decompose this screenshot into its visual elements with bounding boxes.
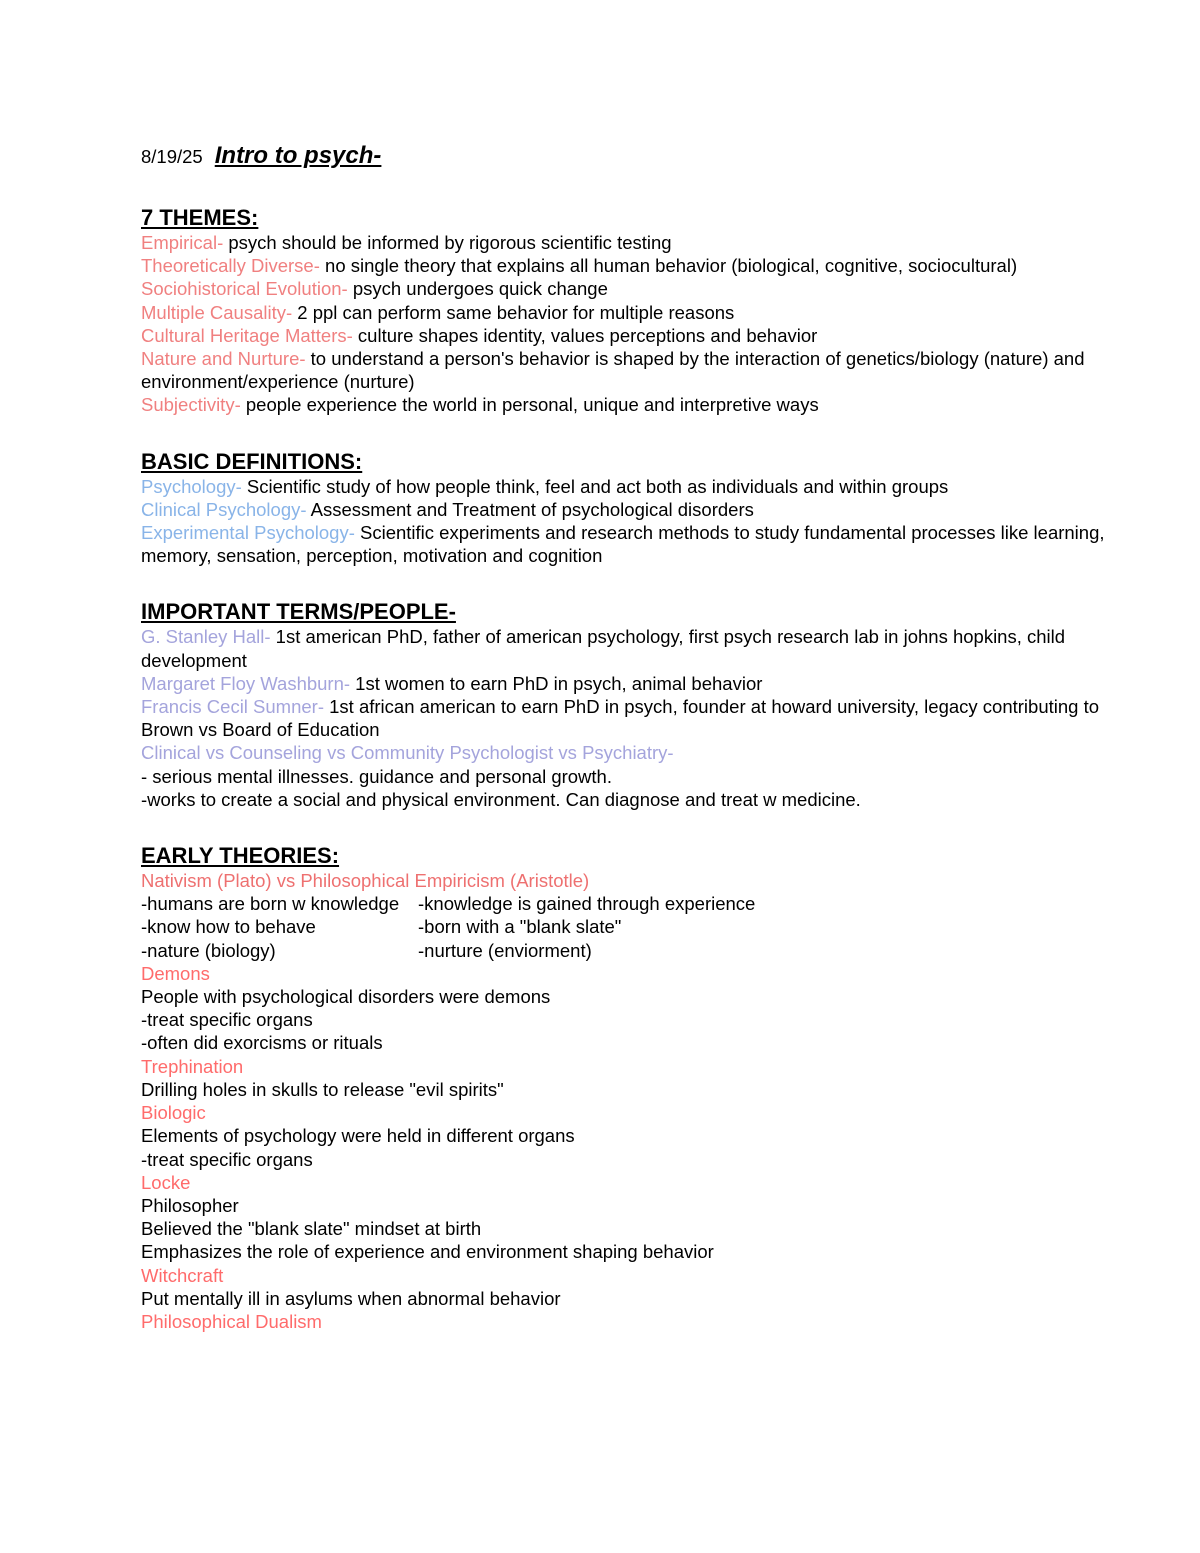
locke-line: Philosopher bbox=[141, 1194, 239, 1216]
theme-definition: psych undergoes quick change bbox=[347, 278, 608, 300]
person-name: Margaret Floy Washburn- bbox=[141, 672, 351, 694]
nativism-point: -nature (biology) bbox=[141, 939, 276, 961]
document-page bbox=[141, 142, 1141, 1333]
definition-text: Scientific study of how people think, feel and act both as individuals and within groups bbox=[241, 475, 949, 497]
theme-definition: 2 ppl can perform same behavior for multiple reasons bbox=[292, 301, 735, 323]
early-theories-heading: EARLY THEORIES: bbox=[141, 843, 340, 869]
theme-item bbox=[141, 393, 1141, 416]
comparison-row bbox=[141, 939, 1141, 962]
theme-term: Multiple Causality- bbox=[141, 301, 293, 323]
comparison-row bbox=[141, 892, 1141, 915]
trephination-line: Drilling holes in skulls to release "evil spirits" bbox=[141, 1078, 504, 1100]
theme-item bbox=[141, 347, 1141, 393]
theme-term: Theoretically Diverse- bbox=[141, 255, 320, 277]
definitions-heading: BASIC DEFINITIONS: bbox=[141, 448, 363, 474]
definition-term: Clinical Psychology- bbox=[141, 498, 307, 520]
dualism-title: Philosophical Dualism bbox=[141, 1310, 322, 1332]
locke-title: Locke bbox=[141, 1171, 191, 1193]
document-date: 8/19/25 bbox=[141, 146, 203, 167]
locke-line: Believed the "blank slate" mindset at birth bbox=[141, 1218, 482, 1240]
themes-heading: 7 THEMES: bbox=[141, 205, 259, 230]
theme-item bbox=[141, 277, 1141, 300]
document-title: Intro to psych- bbox=[214, 142, 382, 169]
term-note: -works to create a social and physical environment. Can diagnose and treat w medicine. bbox=[141, 788, 861, 810]
theme-term: Empirical- bbox=[141, 232, 224, 253]
empiricism-point: -born with a "blank slate" bbox=[418, 916, 622, 938]
document-header bbox=[141, 142, 1141, 176]
locke-line: Emphasizes the role of experience and environment shaping behavior bbox=[141, 1241, 714, 1263]
theme-term: Subjectivity- bbox=[141, 394, 241, 416]
term-item bbox=[141, 741, 1141, 764]
terms-heading: IMPORTANT TERMS/PEOPLE- bbox=[141, 599, 456, 625]
definition-text: Assessment and Treatment of psychological disorders bbox=[306, 498, 754, 520]
theme-item bbox=[141, 254, 1141, 277]
definition-text: Scientific experiments and research methods to study fundamental processes like learning, memory, sensation, perception, motivation and cognition bbox=[141, 522, 1105, 567]
empiricism-point: -knowledge is gained through experience bbox=[418, 893, 756, 915]
demons-line: -treat specific organs bbox=[141, 1009, 313, 1031]
biologic-line: -treat specific organs bbox=[141, 1148, 313, 1170]
theme-definition: to understand a person's behavior is shaped by the interaction of genetics/biology (nature) and environment/experience (nurture) bbox=[141, 348, 1085, 393]
nativism-title: Nativism (Plato) vs Philosophical Empiricism (Aristotle) bbox=[141, 870, 590, 892]
theme-term: Cultural Heritage Matters- bbox=[141, 324, 353, 346]
definition-term: Psychology- bbox=[141, 475, 242, 497]
theme-definition: psych should be informed by rigorous scientific testing bbox=[223, 232, 672, 253]
definition-term: Experimental Psychology- bbox=[141, 522, 355, 544]
person-item bbox=[141, 695, 1141, 741]
definition-item bbox=[141, 498, 1141, 521]
witchcraft-line: Put mentally ill in asylums when abnormal behavior bbox=[141, 1287, 561, 1309]
theme-definition: culture shapes identity, values perceptions and behavior bbox=[352, 324, 818, 346]
nativism-point: -know how to behave bbox=[141, 916, 316, 938]
biologic-title: Biologic bbox=[141, 1102, 206, 1124]
biologic-line: Elements of psychology were held in different organs bbox=[141, 1125, 575, 1147]
definition-item bbox=[141, 521, 1141, 567]
theme-item bbox=[141, 301, 1141, 324]
witchcraft-title: Witchcraft bbox=[141, 1264, 224, 1286]
definition-item bbox=[141, 475, 1141, 498]
demons-title: Demons bbox=[141, 962, 210, 984]
theme-item bbox=[141, 324, 1141, 347]
person-item bbox=[141, 672, 1141, 695]
person-description: 1st american PhD, father of american psychology, first psych research lab in johns hopkins, child development bbox=[141, 626, 1066, 671]
demons-line: -often did exorcisms or rituals bbox=[141, 1032, 383, 1054]
nativism-point: -humans are born w knowledge bbox=[141, 893, 400, 915]
person-item bbox=[141, 625, 1141, 671]
demons-line: People with psychological disorders were demons bbox=[141, 986, 551, 1008]
person-description: 1st african american to earn PhD in psych, founder at howard university, legacy contributing to Brown vs Board of Education bbox=[141, 696, 1100, 741]
theme-term: Sociohistorical Evolution- bbox=[141, 278, 348, 300]
comparison-row bbox=[141, 915, 1141, 938]
person-description: 1st women to earn PhD in psych, animal behavior bbox=[350, 672, 763, 694]
theme-definition: people experience the world in personal, unique and interpretive ways bbox=[240, 394, 819, 416]
empiricism-point: -nurture (enviorment) bbox=[418, 939, 592, 961]
theme-item bbox=[141, 231, 1141, 254]
theme-definition: no single theory that explains all human behavior (biological, cognitive, sociocultural) bbox=[319, 255, 1018, 277]
person-name: Francis Cecil Sumner- bbox=[141, 696, 324, 718]
trephination-title: Trephination bbox=[141, 1055, 244, 1077]
term-note: - serious mental illnesses. guidance and personal growth. bbox=[141, 765, 612, 787]
person-name: G. Stanley Hall- bbox=[141, 626, 271, 648]
term-name: Clinical vs Counseling vs Community Psychologist vs Psychiatry- bbox=[141, 742, 674, 764]
theme-term: Nature and Nurture- bbox=[141, 348, 306, 370]
